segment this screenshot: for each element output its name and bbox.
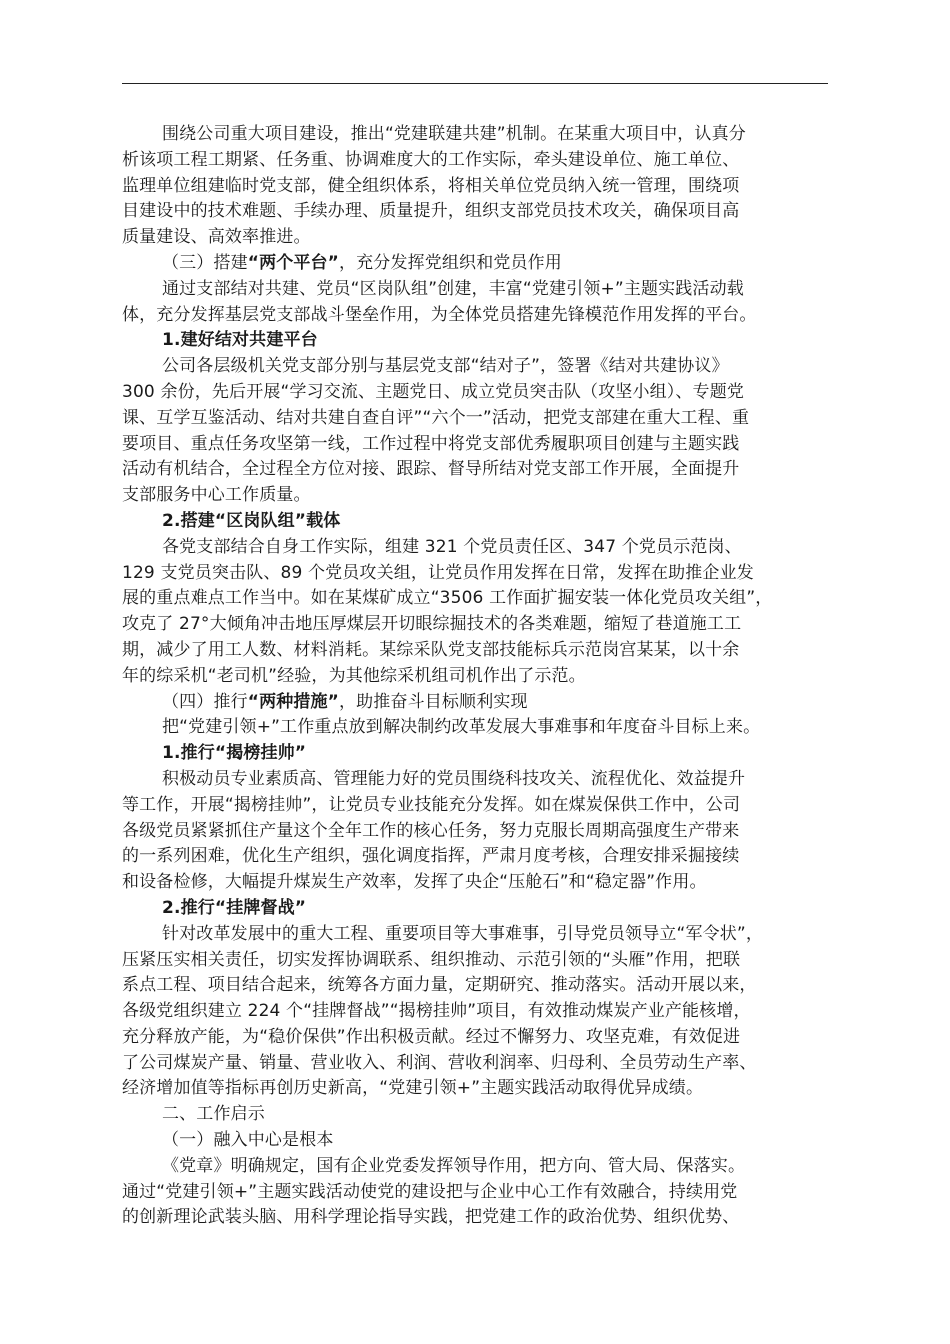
text-line: 系点工程、项目结合起来，统筹各方面力量，定期研究、推动落实。活动开展以来， <box>122 975 757 996</box>
text-line: 课、互学互鉴活动、结对共建自查自评”“六个一”活动，把党支部建在重大工程、重 <box>122 407 750 428</box>
text-line <box>122 251 834 277</box>
text-line: 和设备检修，大幅提升煤炭生产效率，发挥了央企“压舱石”和“稳定器”作用。 <box>122 872 707 893</box>
header-rule <box>122 83 828 84</box>
text-line: 年的综采机“老司机”经验，为其他综采机组司机作出了示范。 <box>122 665 586 686</box>
text-line <box>122 690 834 716</box>
text-line: 各党支部结合自身工作实际，组建 321 个党员责任区、347 个党员示范岗、 <box>162 536 742 557</box>
text-line: 2.搭建“区岗队组”载体 <box>162 510 341 531</box>
text-line: （一）融入中心是根本 <box>162 1130 334 1151</box>
text-line: 1.推行“揭榜挂帅” <box>162 743 307 764</box>
text-line: 期，减少了用工人数、材料消耗。某综采队党支部技能标兵示范岗宫某某，以十余 <box>122 639 740 660</box>
text-line: 析该项工程工期紧、任务重、协调难度大的工作实际，牵头建设单位、施工单位、 <box>122 149 740 170</box>
text-line: 二、工作启示 <box>162 1104 265 1125</box>
text-line: 把“党建引领+”工作重点放到解决制约改革发展大事难事和年度奋斗目标上来。 <box>162 717 761 738</box>
text-line: 《党章》明确规定，国有企业党委发挥领导作用，把方向、管大局、保落实。 <box>162 1155 746 1176</box>
text-segment: （三）搭建 <box>162 252 248 273</box>
text-line: 了公司煤炭产量、销量、营业收入、利润、营收利润率、归母利、全员劳动生产率、 <box>122 1052 757 1073</box>
text-line: 等工作，开展“揭榜挂帅”，让党员专业技能充分发挥。如在煤炭保供工作中，公司 <box>122 794 741 815</box>
emphasis-segment: “两种措施” <box>247 691 339 712</box>
text-line: 通过支部结对共建、党员“区岗队组”创建，丰富“党建引领+”主题实践活动载 <box>162 278 744 299</box>
text-line: 要项目、重点任务攻坚第一线，工作过程中将党支部优秀履职项目创建与主题实践 <box>122 433 740 454</box>
text-line: 针对改革发展中的重大工程、重要项目等大事难事，引导党员领导立“军令状”， <box>162 923 764 944</box>
text-line: 2.推行“挂牌督战” <box>162 897 307 918</box>
text-line: 各级党组织建立 224 个“挂牌督战”“揭榜挂帅”项目，有效推动煤炭产业产能核增， <box>122 1001 751 1022</box>
text-line: 129 支党员突击队、89 个党员攻关组，让党员作用发挥在日常，发挥在助推企业发 <box>122 562 754 583</box>
text-line: 压紧压实相关责任，切实发挥协调联系、组织推动、示范引领的“头雁”作用，把联 <box>122 949 741 970</box>
text-line: 支部服务中心工作质量。 <box>122 485 311 506</box>
text-line: 公司各层级机关党支部分别与基层党支部“结对子”，签署《结对共建协议》 <box>162 356 729 377</box>
text-line: 展的重点难点工作当中。如在某煤矿成立“3506 工作面扩掘安装一体化党员攻关组”， <box>122 588 773 609</box>
text-line: 的一系列困难，优化生产组织，强化调度指挥，严肃月度考核，合理安排采掘接续 <box>122 846 740 867</box>
text-line: 1.建好结对共建平台 <box>162 330 318 351</box>
text-line: 活动有机结合，全过程全方位对接、跟踪、督导所结对党支部工作开展，全面提升 <box>122 459 740 480</box>
text-line: 攻克了 27°大倾角冲击地压厚煤层开切眼综掘技术的各类难题，缩短了巷道施工工 <box>122 614 742 635</box>
text-line: 积极动员专业素质高、管理能力好的党员围绕科技攻关、流程优化、效益提升 <box>162 768 746 789</box>
text-line: 围绕公司重大项目建设，推出“党建联建共建”机制。在某重大项目中，认真分 <box>162 124 746 144</box>
text-line: 体，充分发挥基层党支部战斗堡垒作用，为全体党员搭建先锋模范作用发挥的平台。 <box>122 304 757 325</box>
text-line: 充分释放产能，为“稳价保供”作出积极贡献。经过不懈努力、攻坚克难，有效促进 <box>122 1026 741 1047</box>
text-segment: ，充分发挥党组织和党员作用 <box>339 252 562 273</box>
document-body <box>122 122 834 1231</box>
text-line: 300 余份，先后开展“学习交流、主题党日、成立党员突击队（攻坚小组）、专题党 <box>122 381 745 402</box>
text-segment: （四）推行 <box>162 691 248 712</box>
text-line: 质量建设、高效率推进。 <box>122 227 311 248</box>
text-line: 的创新理论武装头脑、用科学理论指导实践，把党建工作的政治优势、组织优势、 <box>122 1207 740 1228</box>
text-segment: ，助推奋斗目标顺利实现 <box>339 691 528 712</box>
text-line: 目建设中的技术难题、手续办理、质量提升，组织支部党员技术攻关，确保项目高 <box>122 201 740 222</box>
text-line: 经济增加值等指标再创历史新高，“党建引领+”主题实践活动取得优异成绩。 <box>122 1078 704 1099</box>
text-line: 监理单位组建临时党支部，健全组织体系，将相关单位党员纳入统一管理，围绕项 <box>122 175 740 196</box>
text-line: 各级党员紧紧抓住产量这个全年工作的核心任务，努力克服长周期高强度生产带来 <box>122 820 740 841</box>
emphasis-segment: “两个平台” <box>247 252 339 273</box>
text-line: 通过“党建引领+”主题实践活动使党的建设把与企业中心工作有效融合，持续用党 <box>122 1181 738 1202</box>
